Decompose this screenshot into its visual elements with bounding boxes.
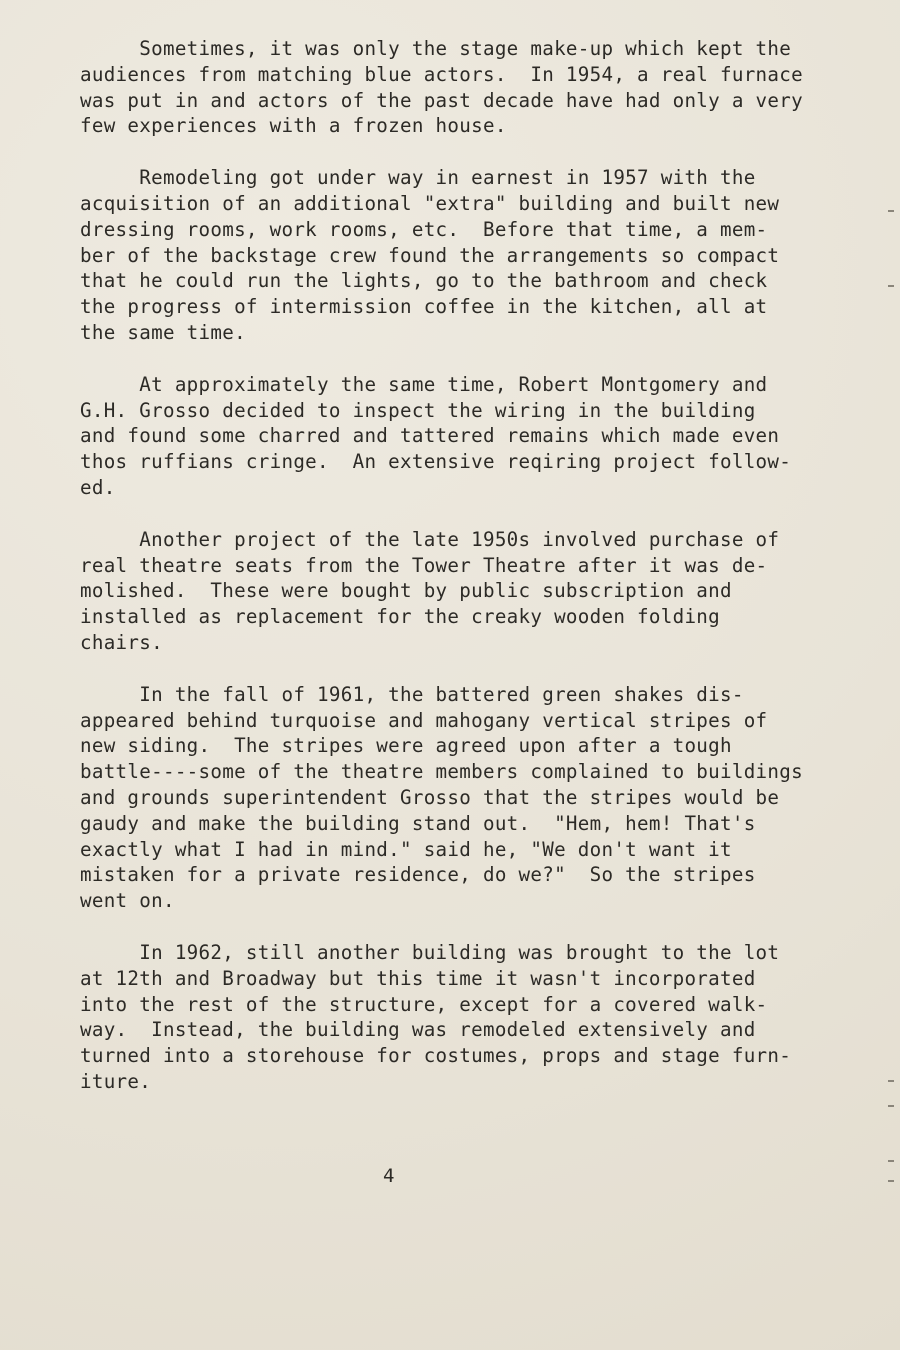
paragraph-wiring <box>80 372 880 501</box>
text-line: into the rest of the structure, except for a covered walk- <box>80 992 768 1016</box>
text-line: molished. These were bought by public subscription and <box>80 579 732 603</box>
binding-mark <box>888 285 894 287</box>
text-line: chairs. <box>80 630 163 654</box>
text-line: real theatre seats from the Tower Theatre after it was de- <box>80 553 768 577</box>
page-number: 4 <box>383 1165 395 1187</box>
text-line: installed as replacement for the creaky wooden folding <box>80 605 720 629</box>
text-line: way. Instead, the building was remodeled extensively and <box>80 1018 756 1042</box>
text-line: battle----some of the theatre members complained to buildings <box>80 760 803 784</box>
text-line: In 1962, still another building was brought to the lot <box>80 940 780 964</box>
binding-mark <box>888 1105 894 1107</box>
binding-mark <box>888 1080 894 1082</box>
text-line: went on. <box>80 889 175 913</box>
paragraph-remodeling <box>80 165 880 346</box>
paragraph-siding <box>80 682 880 914</box>
paragraph-theatre-seats <box>80 527 880 656</box>
text-line: and found some charred and tattered remains which made even <box>80 424 780 448</box>
text-line: Remodeling got under way in earnest in 1957 with the <box>80 166 756 190</box>
text-line: In the fall of 1961, the battered green shakes dis- <box>80 682 744 706</box>
text-line: ed. <box>80 475 116 499</box>
text-line: and grounds superintendent Grosso that the stripes would be <box>80 785 780 809</box>
text-line: appeared behind turquoise and mahogany vertical stripes of <box>80 708 768 732</box>
text-line: mistaken for a private residence, do we?" So the stripes <box>80 863 756 887</box>
text-line: thos ruffians cringe. An extensive reqiring project follow- <box>80 450 792 474</box>
paragraph-furnace <box>80 36 880 139</box>
text-line: at 12th and Broadway but this time it wasn't incorporated <box>80 966 756 990</box>
body-text <box>80 36 880 1121</box>
text-line: new siding. The stripes were agreed upon after a tough <box>80 734 732 758</box>
text-line: At approximately the same time, Robert Montgomery and <box>80 372 768 396</box>
text-line: turned into a storehouse for costumes, props and stage furn- <box>80 1044 792 1068</box>
text-line: the same time. <box>80 320 246 344</box>
text-line: dressing rooms, work rooms, etc. Before that time, a mem- <box>80 217 768 241</box>
binding-mark <box>888 210 894 212</box>
text-line: the progress of intermission coffee in the kitchen, all at <box>80 295 768 319</box>
text-line: audiences from matching blue actors. In 1954, a real furnace <box>80 62 803 86</box>
text-line: was put in and actors of the past decade have had only a very <box>80 88 803 112</box>
text-line: few experiences with a frozen house. <box>80 114 507 138</box>
text-line: exactly what I had in mind." said he, "We don't want it <box>80 837 732 861</box>
text-line: iture. <box>80 1069 152 1093</box>
text-line: Sometimes, it was only the stage make-up which kept the <box>80 37 792 60</box>
text-line: that he could run the lights, go to the bathroom and check <box>80 269 768 293</box>
text-line: ber of the backstage crew found the arrangements so compact <box>80 243 780 267</box>
text-line: acquisition of an additional "extra" building and built new <box>80 191 780 215</box>
binding-mark <box>888 1180 894 1182</box>
text-line: Another project of the late 1950s involved purchase of <box>80 527 780 551</box>
paragraph-storehouse <box>80 940 880 1095</box>
binding-mark <box>888 1160 894 1162</box>
text-line: gaudy and make the building stand out. "Hem, hem! That's <box>80 811 756 835</box>
text-line: G.H. Grosso decided to inspect the wiring in the building <box>80 398 756 422</box>
